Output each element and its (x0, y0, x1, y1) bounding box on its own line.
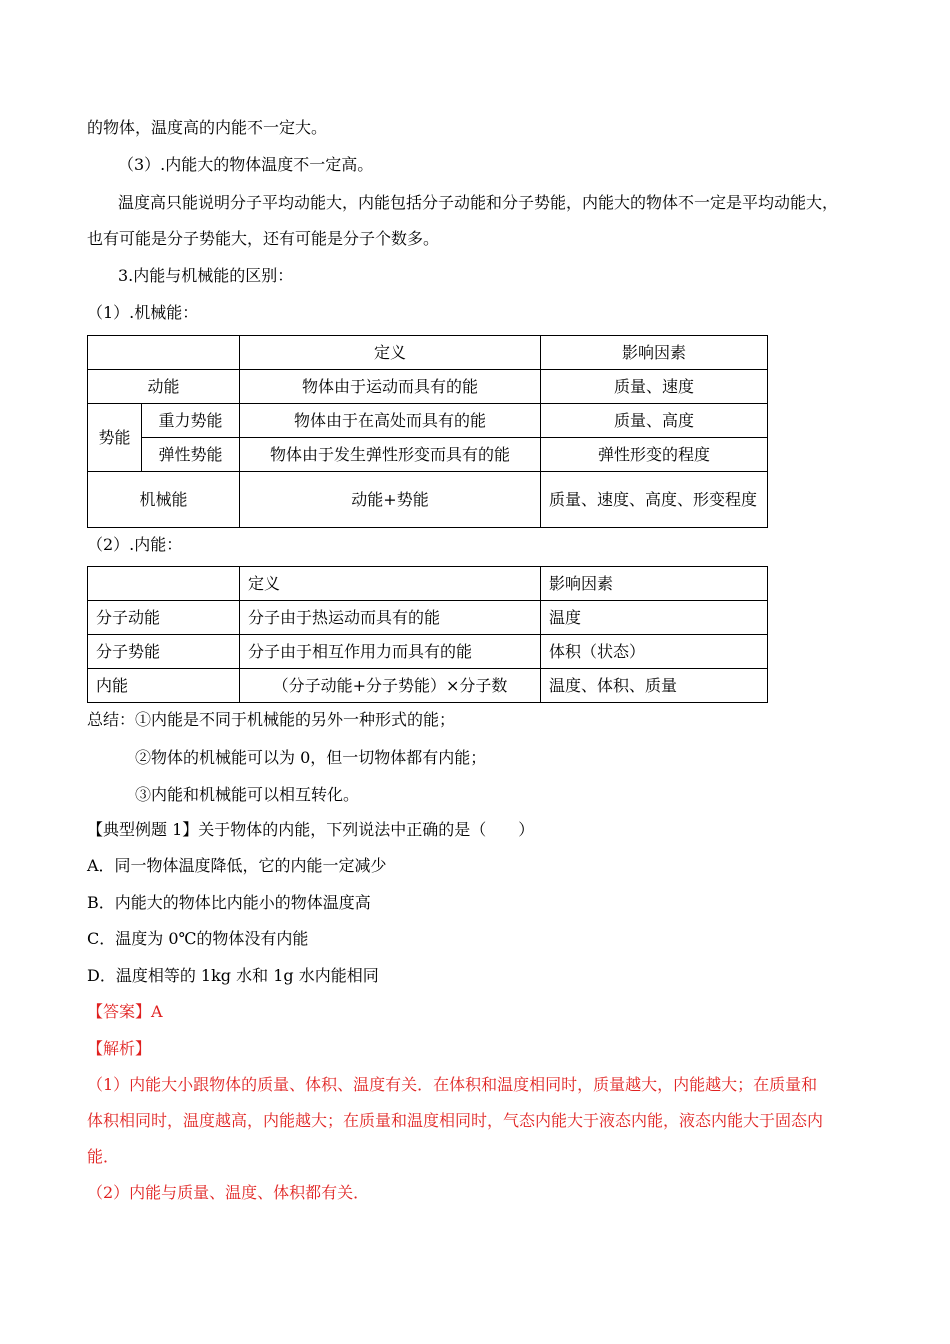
table-cell: 分子动能 (88, 601, 240, 635)
table-cell: 温度 (541, 601, 768, 635)
option-b: B．内能大的物体比内能小的物体温度高 (87, 893, 371, 912)
table-cell (88, 336, 240, 370)
analysis-line: （2）内能与质量、温度、体积都有关． (87, 1183, 370, 1202)
table-cell: 物体由于发生弹性形变而具有的能 (240, 438, 541, 472)
table-row (88, 472, 768, 528)
table-cell (88, 567, 240, 601)
table-cell: 重力势能 (142, 404, 240, 438)
table-row (88, 438, 768, 472)
table-cell: 动能 (88, 370, 240, 404)
summary-line: ③内能和机械能可以相互转化。 (135, 785, 360, 804)
subsection-heading: （1）.机械能： (87, 303, 199, 322)
table-row (88, 567, 768, 601)
paragraph-line: 的物体，温度高的内能不一定大。 (87, 118, 328, 137)
answer-label: 【答案】A (87, 1002, 163, 1021)
mechanical-energy-table (87, 335, 768, 528)
table-cell: 温度、体积、质量 (541, 669, 768, 703)
table-cell: 弹性形变的程度 (541, 438, 768, 472)
table-header-cell: 影响因素 (541, 336, 768, 370)
table-cell: 势能 (88, 404, 142, 472)
paragraph-line: 也有可能是分子势能大，还有可能是分子个数多。 (87, 229, 440, 248)
table-cell: 物体由于在高处而具有的能 (240, 404, 541, 438)
table-cell: 质量、高度 (541, 404, 768, 438)
analysis-line: 能． (87, 1147, 120, 1166)
table-cell: 分子由于相互作用力而具有的能 (240, 635, 541, 669)
table-cell: 分子由于热运动而具有的能 (240, 601, 541, 635)
table-cell: 质量、速度、高度、形变程度 (541, 472, 768, 528)
table-row (88, 669, 768, 703)
table-cell: 动能+势能 (240, 472, 541, 528)
table-row (88, 336, 768, 370)
table-header-cell: 影响因素 (541, 567, 768, 601)
table-header-cell: 定义 (240, 567, 541, 601)
summary-line: 总结：①内能是不同于机械能的另外一种形式的能； (87, 710, 456, 729)
option-d: D．温度相等的 1kg 水和 1g 水内能相同 (87, 966, 379, 985)
section-heading: 3.内能与机械能的区别： (118, 266, 294, 285)
analysis-label: 【解析】 (87, 1039, 152, 1058)
paragraph-line: 温度高只能说明分子平均动能大，内能包括分子动能和分子势能，内能大的物体不一定是平均动能大， (118, 193, 839, 212)
table-cell: （分子动能+分子势能）×分子数 (240, 669, 541, 703)
option-c: C．温度为 0℃的物体没有内能 (87, 929, 309, 948)
table-cell: 内能 (88, 669, 240, 703)
table-row (88, 601, 768, 635)
summary-line: ②物体的机械能可以为 0，但一切物体都有内能； (135, 748, 487, 767)
table-cell: 体积（状态） (541, 635, 768, 669)
table-cell: 物体由于运动而具有的能 (240, 370, 541, 404)
table-row (88, 635, 768, 669)
table-row (88, 404, 768, 438)
analysis-line: （1）内能大小跟物体的质量、体积、温度有关．在体积和温度相同时，质量越大，内能越大；在质量和 (87, 1075, 818, 1094)
table-cell: 机械能 (88, 472, 240, 528)
internal-energy-table (87, 566, 768, 703)
table-row (88, 370, 768, 404)
table-cell: 弹性势能 (142, 438, 240, 472)
analysis-line: 体积相同时，温度越高，内能越大；在质量和温度相同时，气态内能大于液态内能，液态内能大于固态内 (87, 1111, 824, 1130)
subsection-heading: （2）.内能： (87, 535, 183, 554)
paragraph-line: （3）.内能大的物体温度不一定高。 (118, 155, 374, 174)
table-cell: 质量、速度 (541, 370, 768, 404)
option-a: A．同一物体温度降低，它的内能一定减少 (87, 856, 387, 875)
question-stem: 【典型例题 1】关于物体的内能，下列说法中正确的是（ ） (87, 820, 535, 839)
table-cell: 分子势能 (88, 635, 240, 669)
table-header-cell: 定义 (240, 336, 541, 370)
